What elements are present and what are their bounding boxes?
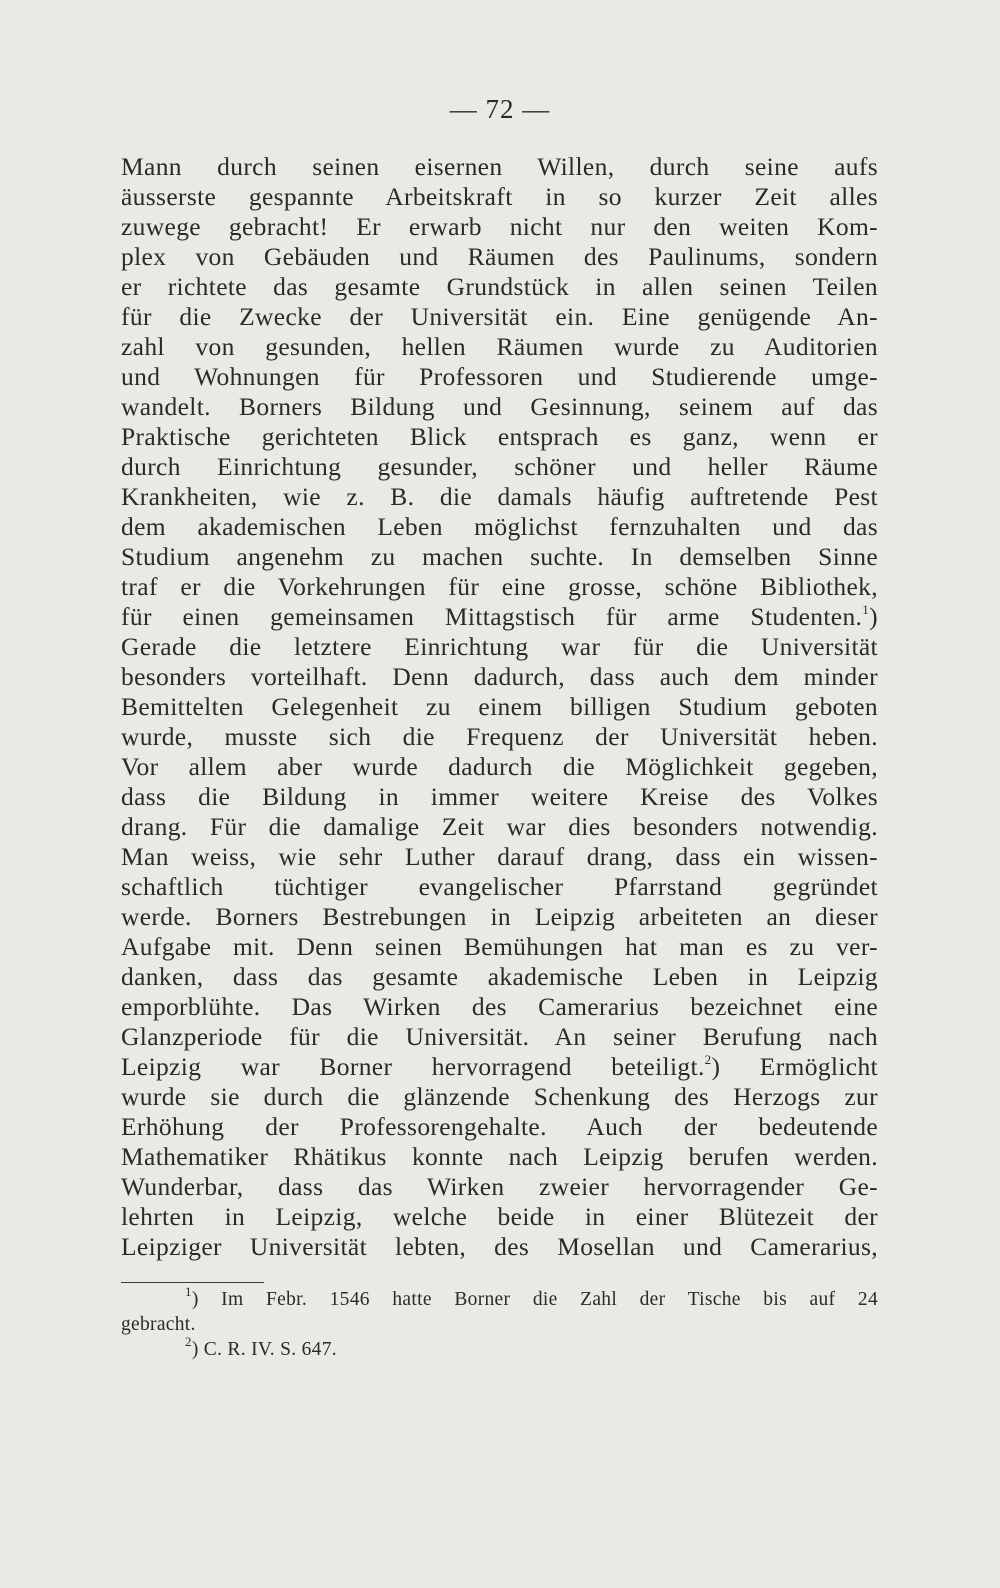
footnote-divider	[121, 1282, 264, 1283]
text-line: Gerade die letztere Einrichtung war für die Universität	[121, 632, 878, 661]
body-text	[121, 152, 878, 1262]
text-line: Man weiss, wie sehr Luther darauf drang, dass ein wissen-	[121, 842, 878, 871]
text-line: Mathematiker Rhätikus konnte nach Leipzig berufen werden.	[121, 1142, 878, 1171]
footnote-2	[121, 1333, 878, 1362]
text-line: besonders vorteilhaft. Denn dadurch, dass auch dem minder	[121, 662, 878, 691]
footnote-text: ) Im Febr. 1546 hatte Borner die Zahl der Tische bis auf 24	[191, 1289, 878, 1310]
footnote-1-continuation: gebracht.	[121, 1314, 196, 1335]
text-line: drang. Für die damalige Zeit war dies besonders notwendig.	[121, 812, 878, 841]
text-line: emporblühte. Das Wirken des Camerarius bezeichnet eine	[121, 992, 878, 1021]
text-line: Erhöhung der Professorengehalte. Auch der bedeutende	[121, 1112, 878, 1141]
text-segment: Leipzig war Borner hervorragend beteiligt.	[121, 1052, 705, 1081]
text-line: durch Einrichtung gesunder, schöner und heller Räume	[121, 452, 878, 481]
text-line-with-ref	[121, 602, 878, 632]
page-number: — 72 —	[449, 94, 551, 124]
text-line: wurde, musste sich die Frequenz der Universität heben.	[121, 722, 878, 751]
text-line: Mann durch seinen eisernen Willen, durch seine aufs	[121, 152, 878, 181]
footnote-marker: 2	[185, 1333, 192, 1349]
text-line: Bemittelten Gelegenheit zu einem billigen Studium geboten	[121, 692, 878, 721]
text-line: Krankheiten, wie z. B. die damals häufig auftretende Pest	[121, 482, 878, 511]
footnote-marker: 1	[185, 1283, 192, 1299]
text-line: für die Zwecke der Universität ein. Eine genügende An-	[121, 302, 878, 331]
text-line: wandelt. Borners Bildung und Gesinnung, seinem auf das	[121, 392, 878, 421]
text-line-with-ref	[121, 1052, 878, 1082]
text-line: Vor allem aber wurde dadurch die Möglichkeit gegeben,	[121, 752, 878, 781]
text-line: Wunderbar, dass das Wirken zweier hervorragender Ge-	[121, 1172, 878, 1201]
text-line: Glanzperiode für die Universität. An seiner Berufung nach	[121, 1022, 878, 1051]
text-line: Leipziger Universität lebten, des Mosellan und Camerarius,	[121, 1232, 878, 1261]
text-line: schaftlich tüchtiger evangelischer Pfarrstand gegründet	[121, 872, 878, 901]
text-line: danken, dass das gesamte akademische Leben in Leipzig	[121, 962, 878, 991]
footnote-ref: 2	[704, 1051, 712, 1067]
text-line: und Wohnungen für Professoren und Studierende umge-	[121, 362, 878, 391]
text-line: äusserste gespannte Arbeitskraft in so kurzer Zeit alles	[121, 182, 878, 211]
text-segment: )	[869, 602, 878, 631]
text-line: Aufgabe mit. Denn seinen Bemühungen hat man es zu ver-	[121, 932, 878, 961]
footnotes	[121, 1283, 878, 1362]
text-segment: für einen gemeinsamen Mittagstisch für arme Studenten.	[121, 602, 863, 631]
text-line: dem akademischen Leben möglichst fernzuhalten und das	[121, 512, 878, 541]
text-line: traf er die Vorkehrungen für eine grosse, schöne Bibliothek,	[121, 572, 878, 601]
text-segment: ) Ermöglicht	[711, 1052, 878, 1081]
text-line: lehrten in Leipzig, welche beide in einer Blütezeit der	[121, 1202, 878, 1231]
text-line: plex von Gebäuden und Räumen des Paulinums, sondern	[121, 242, 878, 271]
text-line: Praktische gerichteten Blick entsprach es ganz, wenn er	[121, 422, 878, 451]
footnote-text: ) C. R. IV. S. 647.	[191, 1339, 337, 1360]
footnote-ref: 1	[862, 601, 870, 617]
text-line: dass die Bildung in immer weitere Kreise des Volkes	[121, 782, 878, 811]
text-line: Studium angenehm zu machen suchte. In demselben Sinne	[121, 542, 878, 571]
text-line: werde. Borners Bestrebungen in Leipzig arbeiteten an dieser	[121, 902, 878, 931]
text-line: wurde sie durch die glänzende Schenkung des Herzogs zur	[121, 1082, 878, 1111]
text-line: zahl von gesunden, hellen Räumen wurde zu Auditorien	[121, 332, 878, 361]
footnote-1	[121, 1283, 878, 1312]
text-line: er richtete das gesamte Grundstück in allen seinen Teilen	[121, 272, 878, 301]
text-line: zuwege gebracht! Er erwarb nicht nur den weiten Kom-	[121, 212, 878, 241]
